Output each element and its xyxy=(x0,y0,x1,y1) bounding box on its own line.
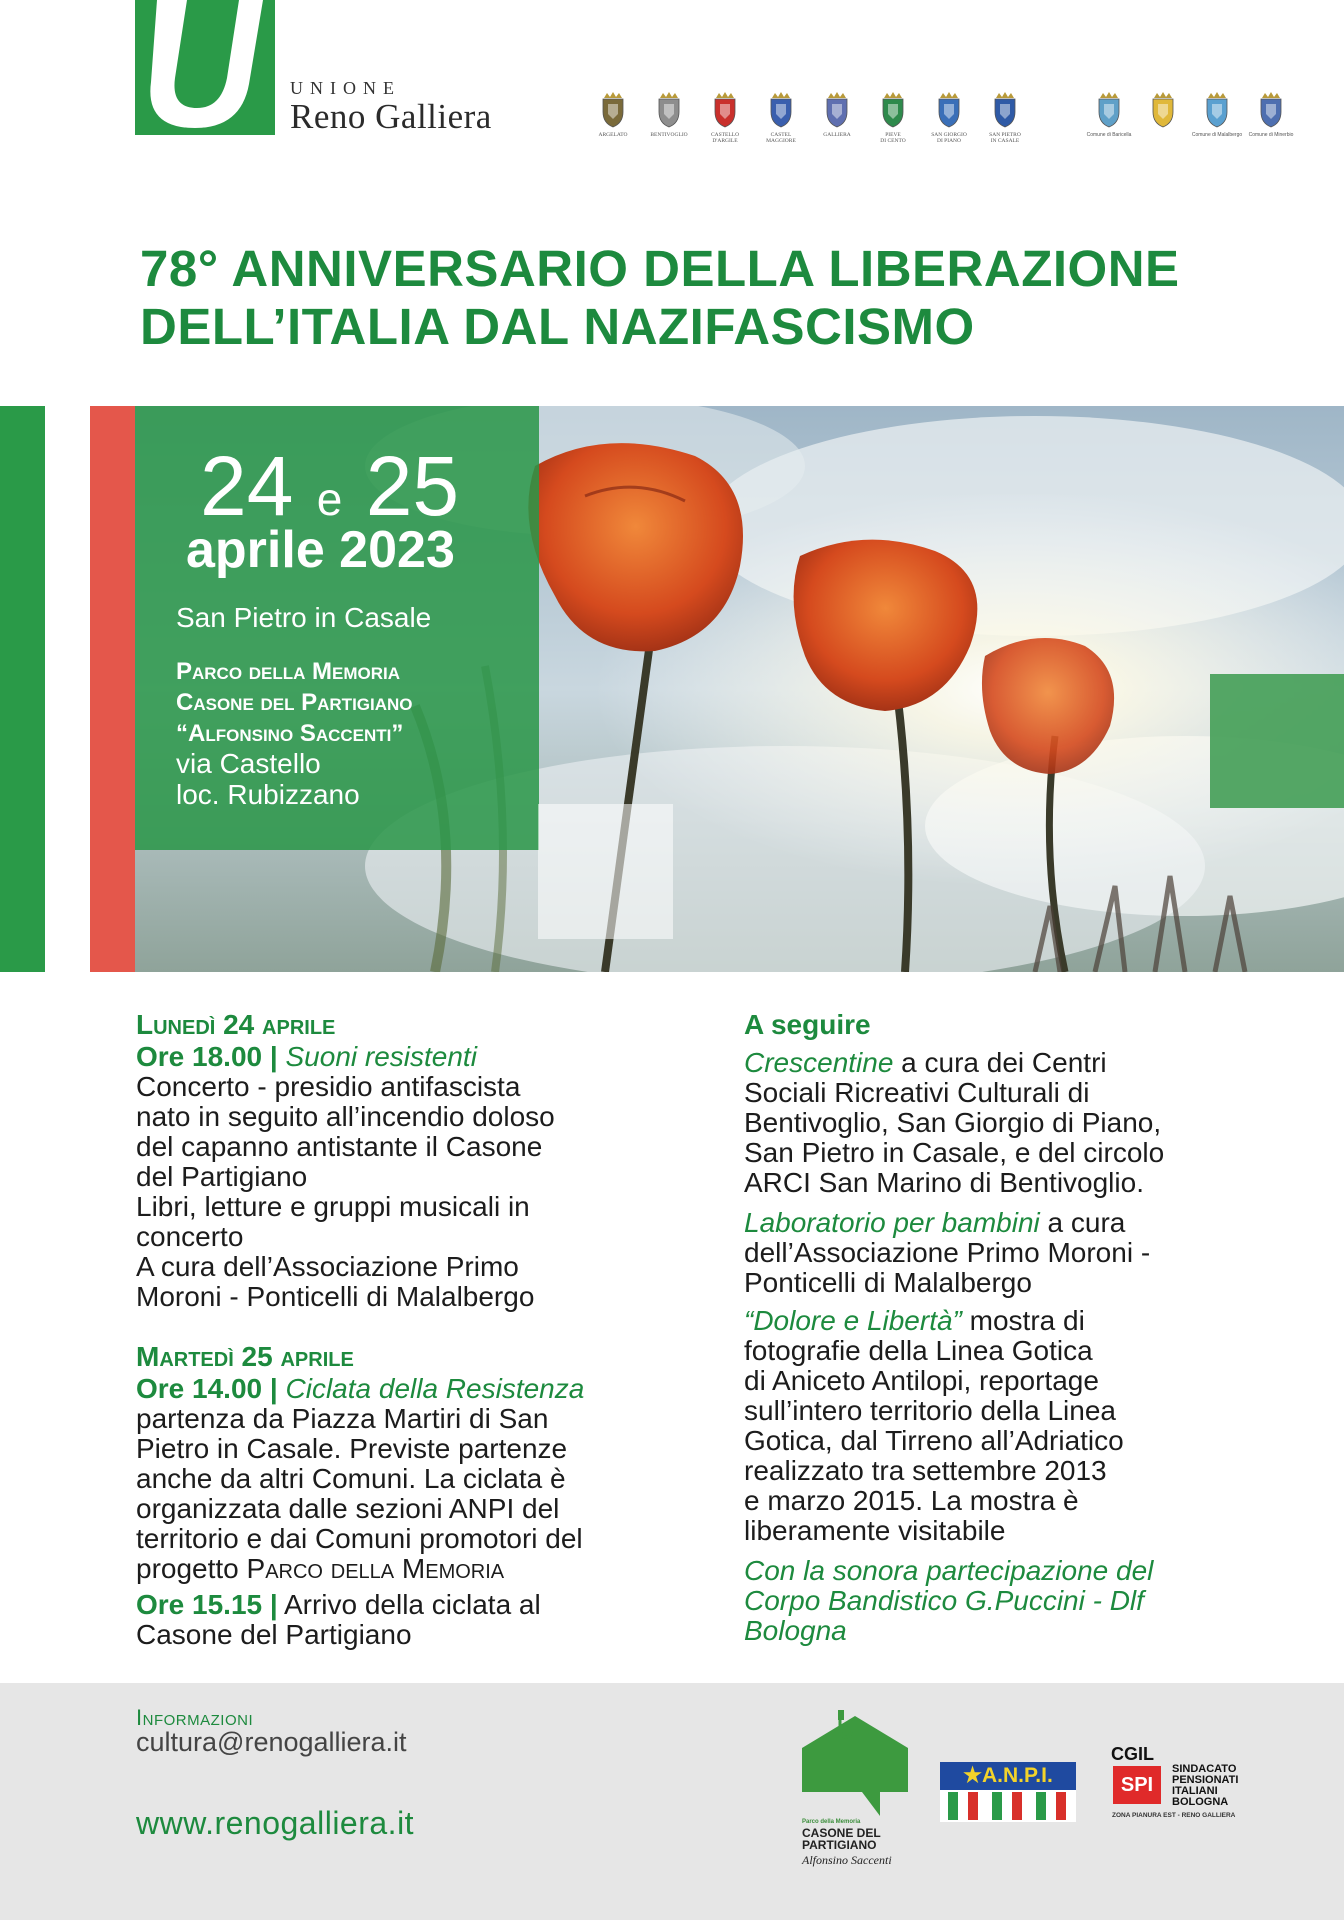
crest-icon xyxy=(1082,92,1136,138)
hero-banner xyxy=(0,406,1344,972)
tuesday-project-line xyxy=(136,1554,696,1584)
monday-description-line: concerto xyxy=(136,1221,244,1252)
monday-event-name: Suoni resistenti xyxy=(285,1041,477,1072)
item-1-title: Crescentine xyxy=(744,1047,894,1078)
item-laboratorio xyxy=(744,1208,1304,1238)
title-line-2: DELL’ITALIA DAL NAZIFASCISMO xyxy=(140,298,975,355)
following-heading: A seguire xyxy=(744,1009,871,1040)
logo-line-reno-galliera: Reno Galliera xyxy=(290,97,492,136)
closing-line: Corpo Bandistico G.Puccini - Dlf xyxy=(744,1585,1144,1616)
item-1-text: a cura dei Centri xyxy=(893,1047,1107,1078)
item-3-title: “Dolore e Libertà” xyxy=(744,1305,962,1336)
crest-caption: SAN PIETRO IN CASALE xyxy=(989,132,1021,144)
monday-description-line: Moroni - Ponticelli di Malalbergo xyxy=(136,1281,535,1312)
tuesday-description-line: partenza da Piazza Martiri di San xyxy=(136,1403,549,1434)
crest-caption: GALLIERA xyxy=(823,132,851,138)
spi-zone: ZONA PIANURA EST - RENO GALLIERA xyxy=(1112,1812,1236,1819)
crest-caption: ARGELATO xyxy=(598,132,628,138)
item-2-title: Laboratorio per bambini xyxy=(744,1207,1040,1238)
tuesday-description-line: territorio e dai Comuni promotori del xyxy=(136,1523,583,1554)
tuesday-description-line: anche da altri Comuni. La ciclata è xyxy=(136,1463,566,1494)
casone-house-icon xyxy=(800,1708,910,1818)
crest-icon xyxy=(1136,92,1190,138)
title-line-1: 78° ANNIVERSARIO DELLA LIBERAZIONE xyxy=(140,240,1180,297)
item-3-description xyxy=(744,1336,1304,1546)
item-3-line: e marzo 2015. La mostra è xyxy=(744,1485,1079,1516)
monday-description-line: A cura dell’Associazione Primo xyxy=(136,1251,519,1282)
item-3-line: fotografie della Linea Gotica xyxy=(744,1335,1093,1366)
monday-time: Ore 18.00 | xyxy=(136,1041,278,1072)
monday-description-line: Libri, letture e gruppi musicali in xyxy=(136,1191,530,1222)
page-title xyxy=(140,240,1240,356)
tuesday-description xyxy=(136,1404,696,1554)
anpi-flag-icon xyxy=(940,1790,1076,1822)
item-2-line: dell’Associazione Primo Moroni - xyxy=(744,1237,1151,1268)
item-3-line: Gotica, dal Tirreno all’Adriatico xyxy=(744,1425,1124,1456)
crest-icon xyxy=(753,92,809,144)
cgil-text: CGIL xyxy=(1111,1744,1154,1764)
item-3-text: mostra di xyxy=(961,1305,1085,1336)
crest-caption: PIEVE DI CENTO xyxy=(880,132,906,144)
tuesday-arrival xyxy=(136,1590,696,1620)
item-mostra xyxy=(744,1306,1304,1336)
item-1-line: Sociali Ricreativi Culturali di xyxy=(744,1077,1090,1108)
address-line-2: loc. Rubizzano xyxy=(176,779,360,810)
event-venue xyxy=(176,656,413,749)
website-link[interactable]: www.renogalliera.it xyxy=(136,1805,415,1841)
info-heading: Informazioni xyxy=(136,1705,254,1730)
monday-description-line: Concerto - presidio antifascista xyxy=(136,1071,521,1102)
info-email-link[interactable]: cultura@renogalliera.it xyxy=(136,1727,407,1757)
crest-caption: BENTIVOGLIO xyxy=(650,132,688,138)
item-3-line: di Aniceto Antilopi, reportage xyxy=(744,1365,1099,1396)
event-month-year: aprile 2023 xyxy=(186,521,455,579)
monday-heading: Lunedì 24 aprile xyxy=(136,1009,336,1040)
address-line-1: via Castello xyxy=(176,748,321,779)
item-3-line: realizzato tra settembre 2013 xyxy=(744,1455,1107,1486)
item-1-line: San Pietro in Casale, e del circolo xyxy=(744,1137,1165,1168)
casone-partigiano-logo xyxy=(800,1708,910,1867)
spi-description: SINDACATO PENSIONATI ITALIANI BOLOGNA xyxy=(1172,1763,1239,1808)
closing-credits xyxy=(744,1556,1304,1646)
monday-description-line: del Partigiano xyxy=(136,1161,308,1192)
decor-square-green xyxy=(1210,674,1344,808)
item-1-description xyxy=(744,1078,1304,1198)
unione-logo-text xyxy=(290,78,492,137)
item-1-line: Bentivoglio, San Giorgio di Piano, xyxy=(744,1107,1162,1138)
tuesday-time-1: Ore 14.00 | xyxy=(136,1373,278,1404)
crest-icon xyxy=(697,92,753,144)
decor-square-white xyxy=(538,804,673,939)
tuesday-event-2-text: Arrivo della ciclata al xyxy=(277,1589,541,1620)
program-right-column xyxy=(744,1008,1304,1646)
event-address xyxy=(176,748,360,810)
flag-stripe-green xyxy=(0,406,45,972)
crest-caption: Comune di Baricella xyxy=(1086,132,1132,138)
monday-description-line: nato in seguito all’incendio doloso xyxy=(136,1101,555,1132)
closing-line: Con la sonora partecipazione del xyxy=(744,1555,1154,1586)
tuesday-description-line: Pietro in Casale. Previste partenze xyxy=(136,1433,568,1464)
item-3-line: sull’intero territorio della Linea xyxy=(744,1395,1116,1426)
item-2-text: a cura xyxy=(1039,1207,1126,1238)
item-1-line: ARCI San Marino di Bentivoglio. xyxy=(744,1167,1144,1198)
item-3-line: liberamente visitabile xyxy=(744,1515,1006,1546)
crest-caption: Comune di Minerbio xyxy=(1248,132,1294,138)
logo-line-unione: UNIONE xyxy=(290,78,401,98)
crest-icon xyxy=(1244,92,1298,138)
date-day-2: 25 xyxy=(365,439,460,533)
tuesday-event-1-name: Ciclata della Resistenza xyxy=(285,1373,585,1404)
closing-line: Bologna xyxy=(744,1615,847,1646)
item-2-line: Ponticelli di Malalbergo xyxy=(744,1267,1032,1298)
crest-caption: CASTEL MAGGIORE xyxy=(766,132,796,144)
crest-icon xyxy=(977,92,1033,144)
spi-badge: SPI xyxy=(1113,1766,1161,1804)
date-conjunction: e xyxy=(316,473,343,525)
venue-line-1: Parco della Memoria xyxy=(176,658,401,685)
casone-small-text: Parco della Memoria xyxy=(802,1819,861,1825)
event-place: San Pietro in Casale xyxy=(176,602,432,633)
program-left-column xyxy=(136,1008,696,1650)
project-prefix: progetto xyxy=(136,1553,247,1584)
item-crescentine xyxy=(744,1048,1304,1078)
crest-icon xyxy=(921,92,977,144)
crest-icon xyxy=(809,92,865,144)
project-name: Parco della Memoria xyxy=(246,1553,505,1584)
flag-stripe-red xyxy=(90,406,135,972)
tuesday-time-2: Ore 15.15 | xyxy=(136,1589,278,1620)
unione-logo-u-icon xyxy=(135,0,275,135)
date-day-1: 24 xyxy=(200,439,294,533)
casone-signature: Alfonsino Saccenti xyxy=(802,1853,892,1867)
monday-event-title xyxy=(136,1042,696,1072)
crest-icon xyxy=(865,92,921,144)
monday-description xyxy=(136,1072,696,1312)
venue-line-3: “Alfonsino Saccenti” xyxy=(176,720,404,747)
crest-icon xyxy=(641,92,697,144)
crest-caption: SAN GIORGIO DI PIANO xyxy=(931,132,967,144)
crest-icon xyxy=(1190,92,1244,138)
item-2-description xyxy=(744,1238,1304,1298)
crest-caption: CASTELLO D'ARGILE xyxy=(710,132,740,144)
venue-line-2: Casone del Partigiano xyxy=(176,689,413,716)
municipality-crests xyxy=(585,92,1033,144)
anpi-logo xyxy=(940,1762,1076,1822)
tuesday-event-2-line-2: Casone del Partigiano xyxy=(136,1619,412,1650)
tuesday-description-line: organizzata dalle sezioni ANPI del xyxy=(136,1493,560,1524)
municipality-crests-secondary xyxy=(1082,92,1298,138)
casone-big-text: CASONE DEL PARTIGIANO xyxy=(802,1826,881,1852)
tuesday-heading: Martedì 25 aprile xyxy=(136,1341,354,1372)
tuesday-event-title xyxy=(136,1374,696,1404)
crest-icon xyxy=(585,92,641,144)
anpi-text: ★A.N.P.I. xyxy=(940,1762,1076,1790)
crest-caption: Comune di Malalbergo xyxy=(1191,132,1243,138)
monday-description-line: del capanno antistante il Casone xyxy=(136,1131,543,1162)
cgil-spi-logo xyxy=(1110,1744,1260,1824)
